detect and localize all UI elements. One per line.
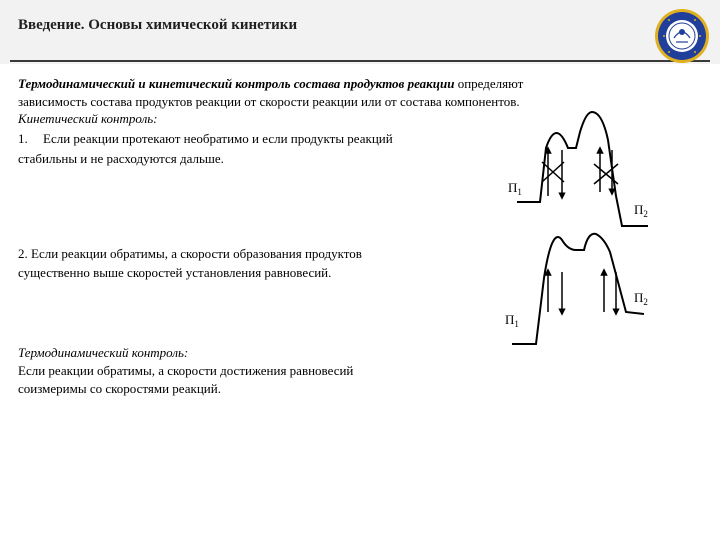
diagram1-p2-letter: П [634,202,644,217]
kinetic-item2-line1: 2. Если реакции обратимы, а скорости образования продуктов [18,246,362,261]
energy-curve-2 [512,234,644,344]
diagram1-p1-label [508,180,522,197]
intro-bold-text: Термодинамический и кинетический контроль состава продуктов реакции [18,76,455,91]
thermo-line2: соизмеримы со скоростями реакций. [18,381,221,396]
diagram2-p1-letter: П [505,312,515,327]
kinetic-item1-line2: стабильны и не расходуются дальше. [18,151,224,166]
kinetic-item1-number: 1. [18,131,28,146]
intro-line-2: зависимость состава продуктов реакции от скорости реакции или от состава компонентов. [18,94,520,109]
diagram2-p2-letter: П [634,290,644,305]
diagram1-p1-letter: П [508,180,518,195]
diagram-irreversible [508,112,648,226]
diagram1-p2-subscript: 2 [643,209,648,219]
diagram2-p1-subscript: 1 [514,319,519,329]
diagram2-p2-label [634,290,648,307]
thermo-line1: Если реакции обратимы, а скорости достижения равновесий [18,363,354,378]
intro-rest-text: определяют [454,76,524,91]
diagram1-p2-label [634,202,648,219]
kinetic-item1-line1: Если реакции протекают необратимо и если продукты реакций [43,131,393,146]
diagram2-p2-subscript: 2 [643,297,648,307]
energy-curve-1 [517,112,648,226]
diagram-reversible [505,234,648,344]
page-title: Введение. Основы химической кинетики [18,17,298,33]
diagram2-p1-label [505,312,519,329]
kinetic-item2-line2: существенно выше скоростей установления равновесий. [18,265,332,280]
kinetic-heading: Кинетический контроль: [18,111,158,126]
thermo-heading: Термодинамический контроль: [18,345,189,360]
diagram1-p1-subscript: 1 [517,187,522,197]
